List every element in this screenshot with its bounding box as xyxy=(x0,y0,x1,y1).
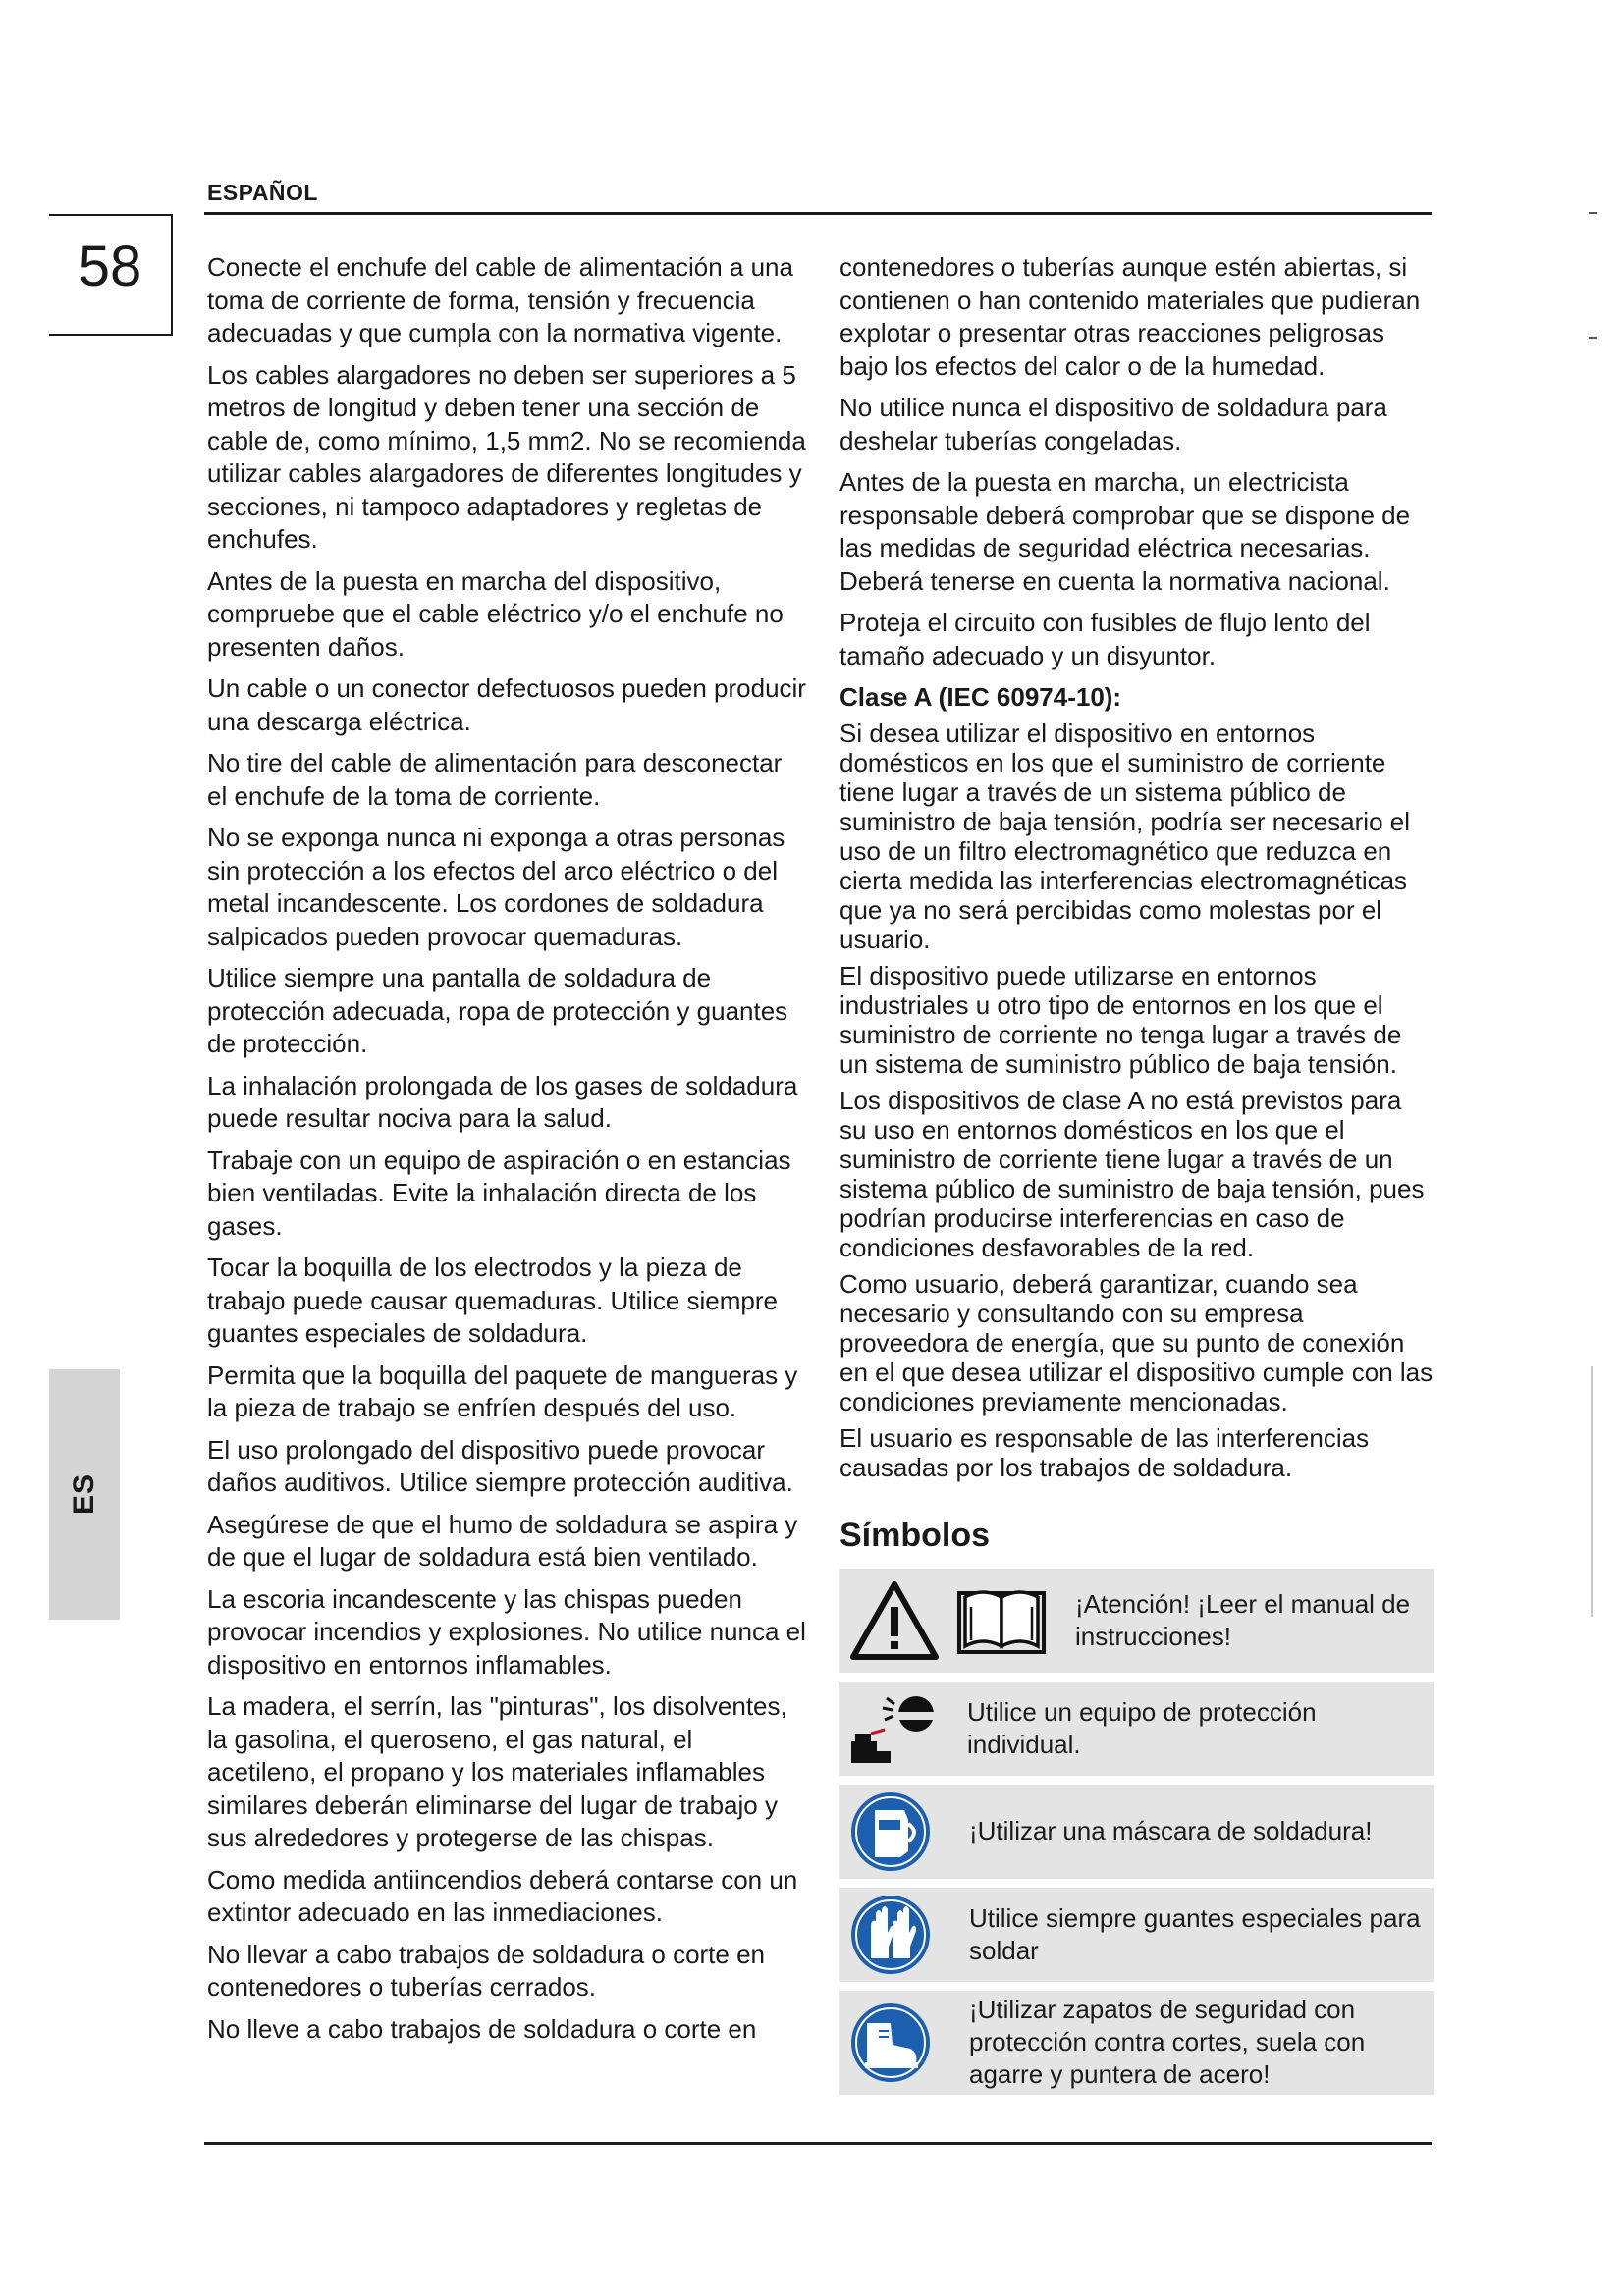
symbol-description: Utilice siempre guantes especiales para soldar xyxy=(969,1902,1421,1965)
footer-divider xyxy=(204,2142,1432,2145)
symbol-row xyxy=(839,1569,1434,1673)
symbol-row xyxy=(839,1991,1434,2095)
symbols-heading: Símbolos xyxy=(839,1516,991,1554)
paragraph: El uso prolongado del dispositivo puede provocar daños auditivos. Utilice siempre protección auditiva. xyxy=(207,1434,793,1497)
edge-mark xyxy=(1589,212,1597,214)
header-divider xyxy=(204,212,1432,215)
paragraph: La madera, el serrín, las "pinturas", los disolventes, la gasolina, el queroseno, el gas natural, el acetileno, el propano y los materiales inflamables similares deberán eliminarse del lugar de trabajo y sus alrededores y protegerse de las chispas. xyxy=(207,1691,787,1852)
paragraph: Los dispositivos de clase A no está previstos para su uso en entornos domésticos en los que el suministro de corriente tiene lugar a través de un sistema público de suministro de baja tensión, pues podrían producirse interferencias en caso de condiciones desfavorables de la red. xyxy=(839,1085,1425,1262)
language-tab-label: ES xyxy=(68,1472,100,1516)
right-column xyxy=(839,251,1434,2104)
paragraph: No utilice nunca el dispositivo de soldadura para deshelar tuberías congeladas. xyxy=(839,393,1387,455)
paragraph: El dispositivo puede utilizarse en entornos industriales u otro tipo de entornos en los que el suministro de corriente no tenga lugar a través de un sistema de suministro público de baja tensión. xyxy=(839,960,1402,1079)
paragraph: Utilice siempre una pantalla de soldadura de protección adecuada, ropa de protección y guantes de protección. xyxy=(207,963,788,1058)
paragraph: Un cable o un conector defectuosos pueden producir una descarga eléctrica. xyxy=(207,673,806,736)
paragraph: La escoria incandescente y las chispas pueden provocar incendios y explosiones. No utilice nunca el dispositivo en entornos inflamables. xyxy=(207,1583,806,1680)
symbol-row xyxy=(839,1785,1434,1879)
paragraph: Conecte el enchufe del cable de alimentación a una toma de corriente de forma, tensión y frecuencia adecuadas y que cumpla con la normativa vigente. xyxy=(207,252,793,347)
paragraph: El usuario es responsable de las interferencias causadas por los trabajos de soldadura. xyxy=(839,1422,1370,1482)
welding-mask-icon xyxy=(849,1790,932,1873)
paragraph: Tocar la boquilla de los electrodos y la pieza de trabajo puede causar quemaduras. Utilice siempre guantes especiales de soldadura. xyxy=(207,1253,778,1348)
paragraph: Como usuario, deberá garantizar, cuando sea necesario y consultando con su empresa proveedora de energía, que su punto de conexión en el que desea utilizar el dispositivo cumple con las condiciones previamente mencionadas. xyxy=(839,1268,1434,1416)
paragraph: Asegúrese de que el humo de soldadura se aspira y de que el lugar de soldadura está bien ventilado. xyxy=(207,1509,798,1572)
paragraph: No lleve a cabo trabajos de soldadura o corte en xyxy=(207,2013,757,2044)
paragraph: No llevar a cabo trabajos de soldadura o corte en contenedores o tuberías cerrados. xyxy=(207,1939,766,2002)
edge-bar xyxy=(1591,1366,1593,1617)
left-column xyxy=(207,251,808,2055)
welding-gloves-icon xyxy=(849,1894,932,1976)
page-number: 58 xyxy=(78,235,142,298)
paragraph: Como medida antiincendios deberá contarse con un extintor adecuado en las inmediaciones. xyxy=(207,1864,798,1927)
safety-boot-icon xyxy=(849,2002,932,2084)
symbol-row xyxy=(839,1888,1434,1982)
symbol-description: Utilice un equipo de protección individual. xyxy=(967,1696,1317,1759)
section-language-title: ESPAÑOL xyxy=(207,180,318,205)
class-a-heading: Clase A (IEC 60974-10): xyxy=(839,682,1122,712)
paragraph: Trabaje con un equipo de aspiración o en estancias bien ventiladas. Evite la inhalación directa de los gases. xyxy=(207,1145,791,1241)
paragraph: Antes de la puesta en marcha del dispositivo, compruebe que el cable eléctrico y/o el enchufe no presenten daños. xyxy=(207,565,784,662)
paragraph: Proteja el circuito con fusibles de flujo lento del tamaño adecuado y un disyuntor. xyxy=(839,608,1371,670)
paragraph: No se exponga nunca ni exponga a otras personas sin protección a los efectos del arco eléctrico o del metal incandescente. Los cordones de soldadura salpicados pueden provocar quemaduras. xyxy=(207,823,785,951)
paragraph: Los cables alargadores no deben ser superiores a 5 metros de longitud y deben tener una sección de cable de, como mínimo, 1,5 mm2. No se recomienda utilizar cables alargadores de diferentes longitudes y secciones, ni tampoco adaptadores y regletas de enchufes. xyxy=(207,359,806,554)
symbol-description: ¡Utilizar una máscara de soldadura! xyxy=(969,1816,1373,1845)
personal-protective-equipment-icon xyxy=(847,1690,942,1767)
edge-mark xyxy=(1589,337,1597,339)
warning-triangle-icon xyxy=(849,1580,940,1661)
paragraph: contenedores o tuberías aunque estén abiertas, si contienen o han contenido materiales que pudieran explotar o presentar otras reacciones peligrosas bajo los efectos del calor o de la humedad. xyxy=(839,252,1421,381)
paragraph: Permita que la boquilla del paquete de mangueras y la pieza de trabajo se enfríen después del uso. xyxy=(207,1360,798,1422)
symbol-row xyxy=(839,1682,1434,1776)
open-book-icon xyxy=(957,1585,1046,1656)
symbol-description: ¡Utilizar zapatos de seguridad con protección contra cortes, suela con agarre y puntera de acero! xyxy=(969,1995,1366,2089)
paragraph: No tire del cable de alimentación para desconectar el enchufe de la toma de corriente. xyxy=(207,748,783,811)
symbol-description: ¡Atención! ¡Leer el manual de instrucciones! xyxy=(1075,1588,1411,1651)
paragraph: Si desea utilizar el dispositivo en entornos domésticos en los que el suministro de corriente tiene lugar a través de un sistema público de suministro de baja tensión, podría ser necesario el uso de un filtro electromagnético que reduzca en cierta medida las interferencias electromagnéticas que ya no será percibidas como molestas por el usuario. xyxy=(839,718,1410,954)
paragraph: Antes de la puesta en marcha, un electricista responsable deberá comprobar que se dispone de las medidas de seguridad eléctrica necesarias. Deberá tenerse en cuenta la normativa nacional. xyxy=(839,467,1411,596)
paragraph: La inhalación prolongada de los gases de soldadura puede resultar nociva para la salud. xyxy=(207,1070,798,1133)
